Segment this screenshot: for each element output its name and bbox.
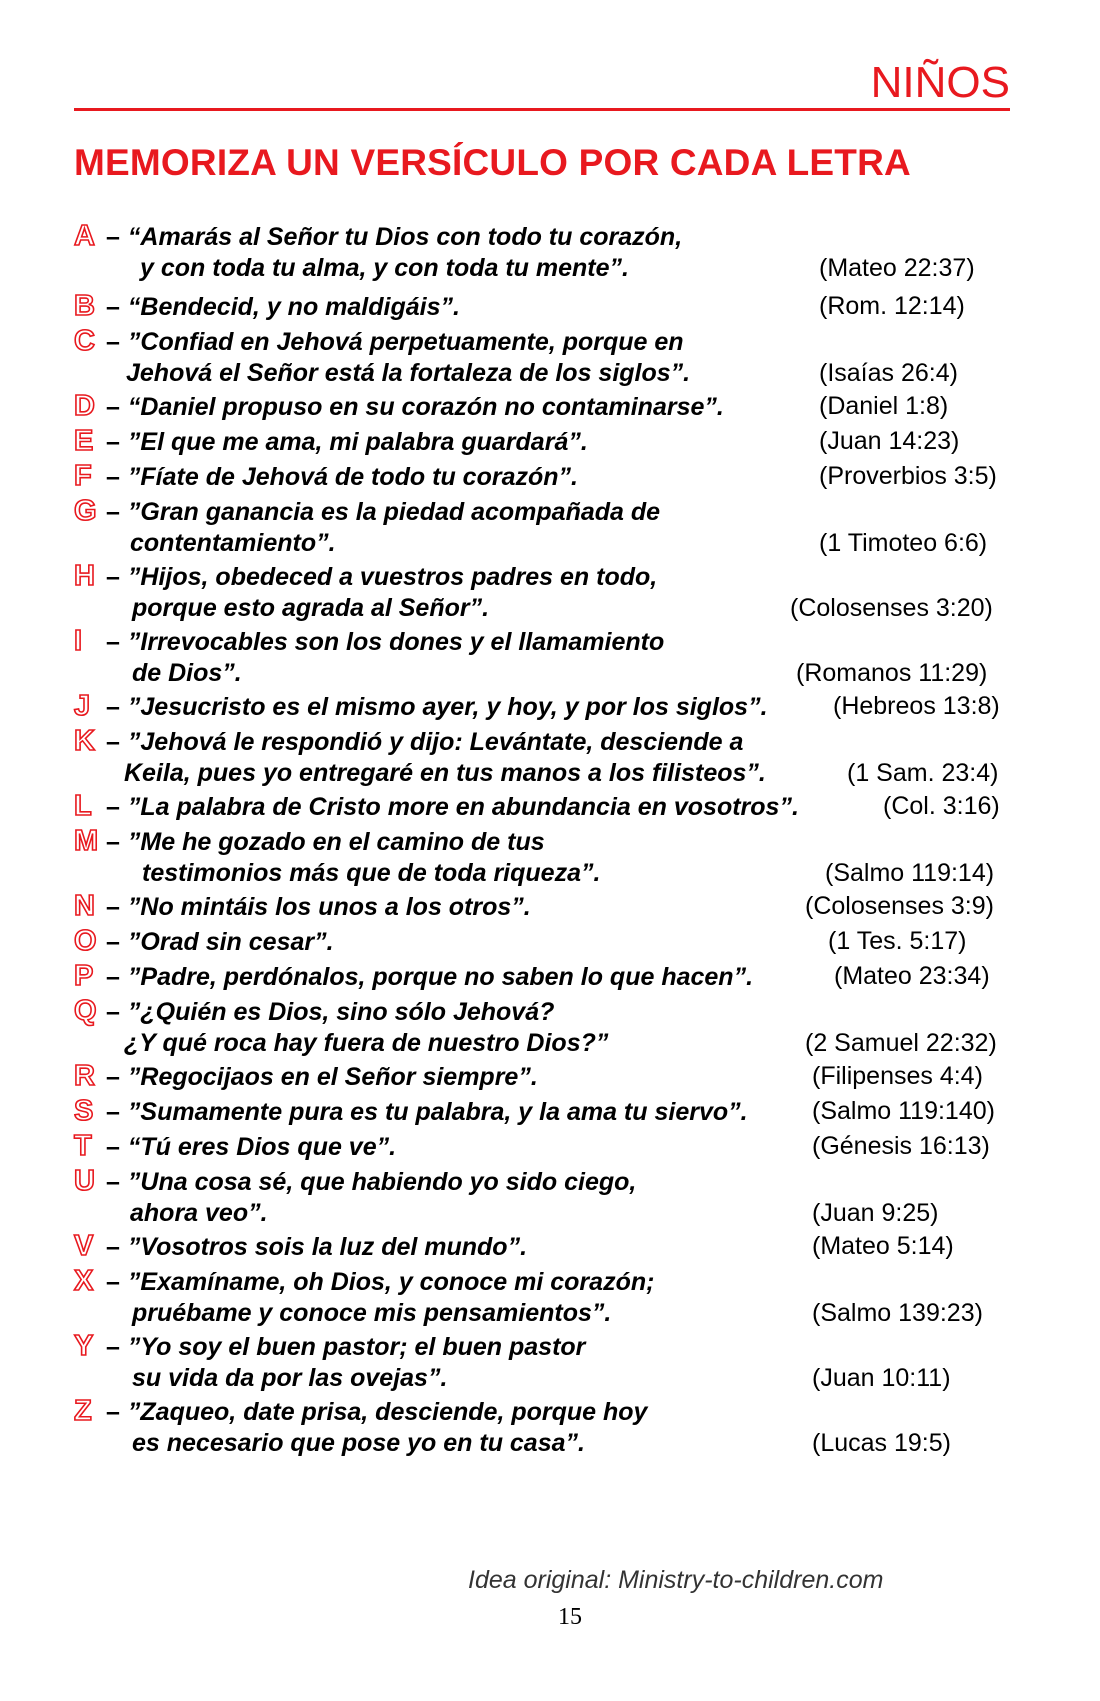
verse-entry-x [74,1265,1014,1329]
verse-reference: (Colosenses 3:9) [805,892,994,920]
dash-separator: – [106,1333,120,1361]
verse-reference: (Isaías 26:4) [819,359,958,387]
verse-letter: J [74,690,91,722]
verse-reference: (Hebreos 13:8) [833,692,1000,720]
page-title: MEMORIZA UN VERSÍCULO POR CADA LETRA [74,142,911,183]
verse-reference: (1 Timoteo 6:6) [819,529,988,557]
verse-reference: (Salmo 119:14) [825,859,995,887]
verse-text: “Daniel propuso en su corazón no contaminarse”. [127,393,724,421]
verse-text-continued: contentamiento”. [130,529,336,557]
verse-letter: C [74,325,95,357]
dash-separator: – [106,628,120,656]
verse-text-continued: es necesario que pose yo en tu casa”. [132,1429,585,1457]
verse-text: ”El que me ama, mi palabra guardará”. [127,428,588,456]
verse-entry-v [74,1230,1014,1262]
verse-entry-o [74,925,1014,957]
verse-reference: (Proverbios 3:5) [819,462,997,490]
verse-reference: (Mateo 22:37) [819,254,975,282]
verse-entry-c [74,325,1014,389]
verse-letter: X [74,1265,94,1297]
verse-text: ”Confiad en Jehová perpetuamente, porque en [127,328,684,356]
verse-letter: Y [74,1330,94,1362]
verse-text: ”Padre, perdónalos, porque no saben lo que hacen”. [127,963,754,991]
verse-letter: L [74,790,92,822]
verse-text-continued: y con toda tu alma, y con toda tu mente”. [140,254,629,282]
verse-reference: (Génesis 16:13) [812,1132,990,1160]
verse-letter: N [74,890,95,922]
verse-text: ”Jehová le respondió y dijo: Levántate, desciende a [127,728,744,756]
verse-entry-e [74,425,1014,457]
dash-separator: – [106,998,120,1026]
dash-separator: – [106,1133,120,1161]
verse-entry-t [74,1130,1014,1162]
verse-letter: O [74,925,97,957]
verse-reference: (1 Tes. 5:17) [828,927,967,955]
verse-reference: (Salmo 139:23) [812,1299,983,1327]
verse-entry-f [74,460,1014,492]
page-header [74,58,1010,111]
verse-text: “Tú eres Dios que ve”. [127,1133,397,1161]
dash-separator: – [106,693,120,721]
verse-entry-d [74,390,1014,422]
verse-text: ”Me he gozado en el camino de tus [127,828,545,856]
page-number: 15 [558,1604,582,1630]
verse-reference: (Rom. 12:14) [819,292,965,320]
verse-entry-a [74,220,1014,284]
verse-entry-b [74,290,1014,322]
verse-entry-k [74,725,1014,789]
dash-separator: – [106,828,120,856]
dash-separator: – [106,428,120,456]
verse-entry-j [74,690,1014,722]
verse-text: ”Regocijaos en el Señor siempre”. [127,1063,538,1091]
verse-reference: (Colosenses 3:20) [790,594,993,622]
verse-letter: I [74,625,83,657]
verse-letter: T [74,1130,92,1162]
verse-text-continued: su vida da por las ovejas”. [132,1364,448,1392]
dash-separator: – [106,498,120,526]
dash-separator: – [106,893,120,921]
verse-reference: (2 Samuel 22:32) [805,1029,997,1057]
dash-separator: – [106,1268,120,1296]
verse-reference: (Lucas 19:5) [812,1429,951,1457]
verse-entry-g [74,495,1014,559]
verse-letter: U [74,1165,95,1197]
verse-text-continued: testimonios más que de toda riqueza”. [142,859,601,887]
verse-letter: V [74,1230,94,1262]
dash-separator: – [106,1233,120,1261]
verse-reference: (Mateo 5:14) [812,1232,954,1260]
dash-separator: – [106,1398,120,1426]
verse-letter: B [74,290,95,322]
verse-text-continued: pruébame y conoce mis pensamientos”. [132,1299,612,1327]
verse-reference: (Salmo 119:140) [812,1097,995,1125]
verse-letter: A [74,220,95,252]
verse-text: ”No mintáis los unos a los otros”. [127,893,531,921]
verse-entry-l [74,790,1014,822]
verse-entry-i [74,625,1014,689]
verse-text: ”Zaqueo, date prisa, desciende, porque hoy [127,1398,648,1426]
verse-letter: G [74,495,97,527]
verse-letter: M [74,825,99,857]
verse-text: ”Irrevocables son los dones y el llamamiento [127,628,665,656]
dash-separator: – [106,1098,120,1126]
verse-letter: E [74,425,94,457]
dash-separator: – [106,1168,120,1196]
verse-text: “Amarás al Señor tu Dios con todo tu corazón, [127,223,683,251]
verse-reference: (Daniel 1:8) [819,392,949,420]
verse-letter: F [74,460,92,492]
verse-text: “Bendecid, y no maldigáis”. [127,293,460,321]
verse-text-continued: ahora veo”. [130,1199,268,1227]
verse-text-continued: porque esto agrada al Señor”. [132,594,490,622]
section-title: NIÑOS [870,58,1010,107]
dash-separator: – [106,963,120,991]
verse-letter: Z [74,1395,92,1427]
verse-text: ”Sumamente pura es tu palabra, y la ama tu siervo”. [127,1098,748,1126]
verse-reference: (Juan 10:11) [812,1364,951,1392]
verse-reference: (Mateo 23:34) [834,962,990,990]
verse-entry-y [74,1330,1014,1394]
verse-reference: (Juan 14:23) [819,427,960,455]
verse-entry-n [74,890,1014,922]
verse-text: ”Examíname, oh Dios, y conoce mi corazón; [127,1268,655,1296]
verse-entry-r [74,1060,1014,1092]
verse-letter: D [74,390,95,422]
verse-letter: K [74,725,95,757]
verse-entry-s [74,1095,1014,1127]
verse-text: ”La palabra de Cristo more en abundancia en vosotros”. [127,793,799,821]
verse-letter: H [74,560,95,592]
dash-separator: – [106,1063,120,1091]
dash-separator: – [106,293,120,321]
verse-text: ”Orad sin cesar”. [127,928,334,956]
dash-separator: – [106,793,120,821]
verse-text: ”Una cosa sé, que habiendo yo sido ciego, [127,1168,637,1196]
dash-separator: – [106,328,120,356]
dash-separator: – [106,223,120,251]
verse-reference: (Juan 9:25) [812,1199,939,1227]
verse-text: ”Gran ganancia es la piedad acompañada de [127,498,661,526]
verse-text: ”¿Quién es Dios, sino sólo Jehová? [127,998,555,1026]
verse-text-continued: Keila, pues yo entregaré en tus manos a los filisteos”. [124,759,766,787]
verse-reference: (1 Sam. 23:4) [847,759,999,787]
dash-separator: – [106,393,120,421]
dash-separator: – [106,928,120,956]
verse-reference: (Romanos 11:29) [796,659,988,687]
verse-entry-h [74,560,1014,624]
dash-separator: – [106,728,120,756]
credit-line: Idea original: Ministry-to-children.com [468,1566,884,1594]
verse-text: ”Vosotros sois la luz del mundo”. [127,1233,528,1261]
verse-text: ”Hijos, obedeced a vuestros padres en todo, [127,563,658,591]
verse-reference: (Filipenses 4:4) [812,1062,983,1090]
dash-separator: – [106,563,120,591]
verse-text-continued: de Dios”. [132,659,242,687]
verse-entry-p [74,960,1014,992]
verse-text-continued: Jehová el Señor está la fortaleza de los siglos”. [126,359,691,387]
verse-letter: Q [74,995,97,1027]
verse-entry-u [74,1165,1014,1229]
verse-letter: P [74,960,94,992]
verse-text: ”Jesucristo es el mismo ayer, y hoy, y por los siglos”. [127,693,768,721]
verse-text: ”Fíate de Jehová de todo tu corazón”. [127,463,578,491]
verse-letter: S [74,1095,94,1127]
verse-letter: R [74,1060,95,1092]
verse-entry-q [74,995,1014,1059]
verse-reference: (Col. 3:16) [883,792,1000,820]
verse-text: ”Yo soy el buen pastor; el buen pastor [127,1333,586,1361]
verse-text-continued: ¿Y qué roca hay fuera de nuestro Dios?” [124,1029,609,1057]
verse-entry-z [74,1395,1014,1459]
verse-entry-m [74,825,1014,889]
dash-separator: – [106,463,120,491]
